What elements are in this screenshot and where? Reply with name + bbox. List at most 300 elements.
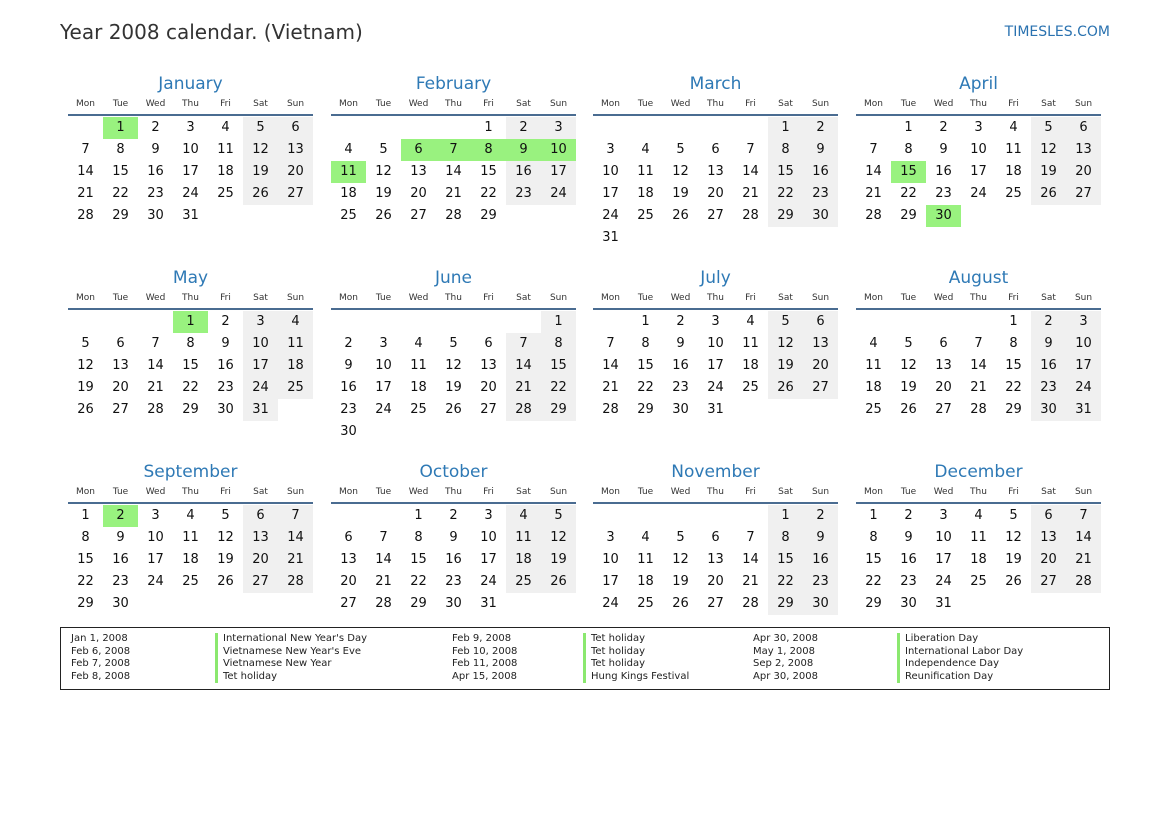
month-name: September xyxy=(143,462,238,482)
weekday-header xyxy=(331,96,576,116)
day-cell: 14 xyxy=(742,164,759,179)
weekday-label: Sat xyxy=(1041,487,1056,497)
weekday-label: Wed xyxy=(145,99,166,109)
weekday-label: Sat xyxy=(516,293,531,303)
day-cell: 24 xyxy=(602,596,619,611)
day-cell: 25 xyxy=(865,402,882,417)
days-grid xyxy=(68,311,313,421)
days-grid xyxy=(593,117,838,249)
holiday-day-cell: 2 xyxy=(103,505,138,527)
day-cell: 21 xyxy=(1066,549,1101,571)
day-cell: 4 xyxy=(186,508,195,523)
weekday-label: Fri xyxy=(483,487,494,497)
day-cell: 23 xyxy=(672,380,689,395)
holiday-day-cell: 30 xyxy=(926,205,961,227)
weekday-label: Fri xyxy=(1008,293,1019,303)
day-cell: 27 xyxy=(707,596,724,611)
day-cell: 10 xyxy=(375,358,392,373)
day-cell: 10 xyxy=(935,530,952,545)
day-cell: 30 xyxy=(147,208,164,223)
day-cell: 2 xyxy=(221,314,230,329)
holiday-day-cell: 8 xyxy=(471,139,506,161)
day-cell: 26 xyxy=(672,596,689,611)
day-cell: 23 xyxy=(803,183,838,205)
weekday-label: Thu xyxy=(970,99,987,109)
holiday-day-cell: 9 xyxy=(506,139,541,161)
day-cell: 29 xyxy=(410,596,427,611)
day-cell: 3 xyxy=(541,117,576,139)
weekday-label: Tue xyxy=(637,487,654,497)
day-cell: 18 xyxy=(182,552,199,567)
month-name: April xyxy=(959,74,998,94)
weekday-label: Mon xyxy=(339,99,358,109)
weekday-label: Tue xyxy=(637,293,654,303)
day-cell: 20 xyxy=(935,380,952,395)
day-cell: 13 xyxy=(803,333,838,355)
day-cell: 27 xyxy=(410,208,427,223)
day-cell: 15 xyxy=(480,164,497,179)
day-cell: 15 xyxy=(182,358,199,373)
day-cell: 31 xyxy=(182,208,199,223)
day-cell: 20 xyxy=(410,186,427,201)
day-cell: 26 xyxy=(1031,183,1066,205)
day-cell: 12 xyxy=(375,164,392,179)
day-cell: 27 xyxy=(480,402,497,417)
day-cell: 9 xyxy=(803,139,838,161)
weekday-label: Sun xyxy=(286,99,305,109)
weekday-label: Fri xyxy=(483,99,494,109)
day-cell: 26 xyxy=(445,402,462,417)
day-cell: 13 xyxy=(707,552,724,567)
weekday-label: Wed xyxy=(408,99,429,109)
day-cell: 28 xyxy=(375,596,392,611)
day-cell: 22 xyxy=(77,574,94,589)
holiday-day-cell: 7 xyxy=(436,139,471,161)
weekday-label: Mon xyxy=(864,99,883,109)
day-cell: 29 xyxy=(1005,402,1022,417)
day-cell: 2 xyxy=(904,508,913,523)
day-cell: 17 xyxy=(935,552,952,567)
day-cell: 27 xyxy=(112,402,129,417)
day-cell: 11 xyxy=(410,358,427,373)
day-cell: 2 xyxy=(506,117,541,139)
day-cell: 9 xyxy=(1031,333,1066,355)
day-cell: 19 xyxy=(1005,552,1022,567)
day-cell: 26 xyxy=(217,574,234,589)
weekday-header xyxy=(593,484,838,504)
day-cell: 17 xyxy=(602,186,619,201)
weekday-label: Wed xyxy=(670,99,691,109)
weekday-label: Fri xyxy=(745,293,756,303)
day-cell: 5 xyxy=(904,336,913,351)
day-cell: 20 xyxy=(112,380,129,395)
day-cell: 20 xyxy=(480,380,497,395)
day-cell: 13 xyxy=(1031,527,1066,549)
day-cell: 27 xyxy=(935,402,952,417)
day-cell: 1 xyxy=(414,508,423,523)
weekday-label: Tue xyxy=(112,487,129,497)
day-cell: 1 xyxy=(904,120,913,135)
day-cell: 17 xyxy=(375,380,392,395)
day-cell: 15 xyxy=(1005,358,1022,373)
weekday-label: Tue xyxy=(375,293,392,303)
day-cell: 11 xyxy=(217,142,234,157)
day-cell: 11 xyxy=(637,552,654,567)
day-cell: 14 xyxy=(602,358,619,373)
holiday-name: Tet holiday xyxy=(583,646,753,659)
day-cell: 28 xyxy=(742,596,759,611)
day-cell: 18 xyxy=(742,358,759,373)
day-cell: 8 xyxy=(116,142,125,157)
day-cell: 2 xyxy=(676,314,685,329)
holiday-day-cell: 1 xyxy=(173,311,208,333)
day-cell: 5 xyxy=(221,508,230,523)
day-cell: 1 xyxy=(541,311,576,333)
day-cell: 13 xyxy=(278,139,313,161)
day-cell: 2 xyxy=(1031,311,1066,333)
day-cell: 24 xyxy=(243,377,278,399)
day-cell: 18 xyxy=(506,549,541,571)
day-cell: 29 xyxy=(182,402,199,417)
weekday-label: Thu xyxy=(970,487,987,497)
day-cell: 10 xyxy=(602,164,619,179)
day-cell: 10 xyxy=(480,530,497,545)
day-cell: 6 xyxy=(344,530,353,545)
weekday-label: Sat xyxy=(778,99,793,109)
day-cell: 8 xyxy=(414,530,423,545)
day-cell: 7 xyxy=(81,142,90,157)
holiday-name: Tet holiday xyxy=(583,633,753,646)
day-cell: 28 xyxy=(742,208,759,223)
day-cell: 23 xyxy=(900,574,917,589)
day-cell: 7 xyxy=(278,505,313,527)
holiday-day-cell: 1 xyxy=(103,117,138,139)
day-cell: 3 xyxy=(379,336,388,351)
day-cell: 25 xyxy=(637,596,654,611)
weekday-label: Sun xyxy=(811,99,830,109)
holiday-name: International Labor Day xyxy=(897,646,1097,659)
weekday-label: Fri xyxy=(220,293,231,303)
day-cell: 11 xyxy=(1005,142,1022,157)
day-cell: 22 xyxy=(1005,380,1022,395)
day-cell: 1 xyxy=(81,508,90,523)
day-cell: 22 xyxy=(900,186,917,201)
day-cell: 9 xyxy=(676,336,685,351)
day-cell: 28 xyxy=(602,402,619,417)
holiday-name: Reunification Day xyxy=(897,671,1097,684)
month-name: December xyxy=(934,462,1023,482)
day-cell: 31 xyxy=(602,230,619,245)
days-grid xyxy=(856,311,1101,421)
day-cell: 18 xyxy=(637,186,654,201)
day-cell: 7 xyxy=(606,336,615,351)
day-cell: 16 xyxy=(803,161,838,183)
day-cell: 16 xyxy=(1031,355,1066,377)
month-october xyxy=(331,460,576,615)
holiday-day-cell: 15 xyxy=(891,161,926,183)
day-cell: 10 xyxy=(602,552,619,567)
day-cell: 17 xyxy=(147,552,164,567)
day-cell: 26 xyxy=(900,402,917,417)
day-cell: 1 xyxy=(1009,314,1018,329)
day-cell: 5 xyxy=(379,142,388,157)
weekday-label: Sat xyxy=(253,99,268,109)
days-grid xyxy=(331,117,576,227)
day-cell: 30 xyxy=(672,402,689,417)
day-cell: 30 xyxy=(900,596,917,611)
day-cell: 17 xyxy=(243,355,278,377)
month-august xyxy=(856,266,1101,421)
day-cell: 26 xyxy=(768,377,803,399)
holiday-date: Feb 8, 2008 xyxy=(71,670,131,682)
day-cell: 21 xyxy=(865,186,882,201)
day-cell: 19 xyxy=(541,549,576,571)
day-cell: 26 xyxy=(672,208,689,223)
day-cell: 24 xyxy=(541,183,576,205)
day-cell: 16 xyxy=(217,358,234,373)
day-cell: 18 xyxy=(340,186,357,201)
page-title: Year 2008 calendar. (Vietnam) xyxy=(60,20,363,44)
weekday-label: Sat xyxy=(516,487,531,497)
weekday-label: Sun xyxy=(811,487,830,497)
weekday-label: Tue xyxy=(112,99,129,109)
weekday-label: Mon xyxy=(601,293,620,303)
day-cell: 9 xyxy=(803,527,838,549)
day-cell: 22 xyxy=(480,186,497,201)
day-cell: 12 xyxy=(672,164,689,179)
day-cell: 19 xyxy=(375,186,392,201)
day-cell: 16 xyxy=(445,552,462,567)
day-cell: 7 xyxy=(746,142,755,157)
legend-column xyxy=(753,633,1097,683)
day-cell: 29 xyxy=(637,402,654,417)
weekday-label: Fri xyxy=(745,487,756,497)
day-cell: 8 xyxy=(768,139,803,161)
day-cell: 24 xyxy=(480,574,497,589)
day-cell: 27 xyxy=(278,183,313,205)
day-cell: 27 xyxy=(1066,183,1101,205)
day-cell: 4 xyxy=(278,311,313,333)
weekday-label: Sun xyxy=(549,487,568,497)
day-cell: 30 xyxy=(803,593,838,615)
holiday-date: Sep 2, 2008 xyxy=(753,658,814,669)
month-name: July xyxy=(700,268,731,288)
weekday-label: Thu xyxy=(445,99,462,109)
day-cell: 13 xyxy=(480,358,497,373)
weekday-label: Wed xyxy=(933,487,954,497)
day-cell: 14 xyxy=(865,164,882,179)
day-cell: 3 xyxy=(1066,311,1101,333)
month-may xyxy=(68,266,313,421)
day-cell: 27 xyxy=(803,377,838,399)
day-cell: 8 xyxy=(1009,336,1018,351)
day-cell: 17 xyxy=(541,161,576,183)
day-cell: 23 xyxy=(506,183,541,205)
weekday-label: Wed xyxy=(670,487,691,497)
day-cell: 14 xyxy=(147,358,164,373)
day-cell: 27 xyxy=(243,571,278,593)
day-cell: 11 xyxy=(506,527,541,549)
weekday-label: Tue xyxy=(900,487,917,497)
day-cell: 28 xyxy=(445,208,462,223)
day-cell: 24 xyxy=(707,380,724,395)
day-cell: 1 xyxy=(768,117,803,139)
day-cell: 26 xyxy=(243,183,278,205)
day-cell: 9 xyxy=(344,358,353,373)
day-cell: 11 xyxy=(970,530,987,545)
day-cell: 18 xyxy=(217,164,234,179)
day-cell: 4 xyxy=(506,505,541,527)
holiday-date: May 1, 2008 xyxy=(753,645,816,657)
day-cell: 12 xyxy=(445,358,462,373)
month-july xyxy=(593,266,838,421)
day-cell: 20 xyxy=(707,186,724,201)
day-cell: 23 xyxy=(217,380,234,395)
day-cell: 25 xyxy=(506,571,541,593)
day-cell: 14 xyxy=(506,355,541,377)
day-cell: 13 xyxy=(410,164,427,179)
day-cell: 25 xyxy=(340,208,357,223)
day-cell: 8 xyxy=(541,333,576,355)
day-cell: 15 xyxy=(768,549,803,571)
day-cell: 26 xyxy=(1005,574,1022,589)
day-cell: 29 xyxy=(77,596,94,611)
holiday-name: Independence Day xyxy=(897,658,1097,671)
day-cell: 23 xyxy=(1031,377,1066,399)
weekday-label: Mon xyxy=(339,487,358,497)
weekday-label: Wed xyxy=(145,293,166,303)
weekday-header xyxy=(856,484,1101,504)
day-cell: 26 xyxy=(77,402,94,417)
day-cell: 7 xyxy=(379,530,388,545)
day-cell: 14 xyxy=(375,552,392,567)
day-cell: 23 xyxy=(147,186,164,201)
day-cell: 29 xyxy=(768,205,803,227)
month-december xyxy=(856,460,1101,615)
month-name: November xyxy=(671,462,760,482)
day-cell: 24 xyxy=(182,186,199,201)
days-grid xyxy=(593,505,838,615)
day-cell: 21 xyxy=(445,186,462,201)
day-cell: 4 xyxy=(641,142,650,157)
day-cell: 14 xyxy=(1066,527,1101,549)
day-cell: 20 xyxy=(1066,161,1101,183)
weekday-label: Wed xyxy=(933,99,954,109)
day-cell: 22 xyxy=(182,380,199,395)
day-cell: 5 xyxy=(449,336,458,351)
day-cell: 12 xyxy=(1005,530,1022,545)
weekday-label: Sat xyxy=(778,487,793,497)
day-cell: 25 xyxy=(1005,186,1022,201)
weekday-label: Sun xyxy=(1074,487,1093,497)
day-cell: 21 xyxy=(506,377,541,399)
day-cell: 15 xyxy=(112,164,129,179)
day-cell: 18 xyxy=(970,552,987,567)
days-grid xyxy=(331,311,576,443)
weekday-label: Thu xyxy=(970,293,987,303)
day-cell: 7 xyxy=(974,336,983,351)
day-cell: 19 xyxy=(672,574,689,589)
weekday-label: Thu xyxy=(445,293,462,303)
day-cell: 25 xyxy=(217,186,234,201)
day-cell: 9 xyxy=(939,142,948,157)
day-cell: 3 xyxy=(974,120,983,135)
day-cell: 1 xyxy=(768,505,803,527)
day-cell: 19 xyxy=(243,161,278,183)
month-june xyxy=(331,266,576,443)
day-cell: 12 xyxy=(768,333,803,355)
weekday-label: Thu xyxy=(182,487,199,497)
day-cell: 20 xyxy=(1031,549,1066,571)
days-grid xyxy=(68,505,313,615)
day-cell: 5 xyxy=(1009,508,1018,523)
day-cell: 10 xyxy=(147,530,164,545)
day-cell: 18 xyxy=(278,355,313,377)
day-cell: 28 xyxy=(506,399,541,421)
month-name: June xyxy=(434,268,473,288)
holiday-day-cell: 11 xyxy=(331,161,366,183)
day-cell: 30 xyxy=(445,596,462,611)
weekday-label: Sun xyxy=(1074,293,1093,303)
day-cell: 23 xyxy=(803,571,838,593)
day-cell: 7 xyxy=(1066,505,1101,527)
weekday-label: Tue xyxy=(112,293,129,303)
day-cell: 2 xyxy=(344,336,353,351)
day-cell: 15 xyxy=(410,552,427,567)
day-cell: 21 xyxy=(375,574,392,589)
site-link[interactable]: TIMESLES.COM xyxy=(1004,24,1110,40)
day-cell: 10 xyxy=(182,142,199,157)
day-cell: 22 xyxy=(410,574,427,589)
weekday-label: Sat xyxy=(253,487,268,497)
day-cell: 25 xyxy=(182,574,199,589)
month-name: May xyxy=(172,268,209,288)
weekday-label: Sun xyxy=(549,99,568,109)
day-cell: 21 xyxy=(742,574,759,589)
day-cell: 29 xyxy=(865,596,882,611)
day-cell: 28 xyxy=(865,208,882,223)
day-cell: 14 xyxy=(970,358,987,373)
day-cell: 4 xyxy=(746,314,755,329)
day-cell: 12 xyxy=(243,139,278,161)
days-grid xyxy=(593,311,838,421)
day-cell: 3 xyxy=(939,508,948,523)
weekday-label: Thu xyxy=(707,99,724,109)
day-cell: 27 xyxy=(707,208,724,223)
day-cell: 28 xyxy=(1066,571,1101,593)
day-cell: 8 xyxy=(768,527,803,549)
day-cell: 9 xyxy=(221,336,230,351)
day-cell: 31 xyxy=(480,596,497,611)
day-cell: 13 xyxy=(1066,139,1101,161)
weekday-label: Mon xyxy=(339,293,358,303)
day-cell: 6 xyxy=(278,117,313,139)
holiday-date: Feb 6, 2008 xyxy=(71,645,131,657)
day-cell: 29 xyxy=(541,399,576,421)
day-cell: 30 xyxy=(217,402,234,417)
day-cell: 2 xyxy=(939,120,948,135)
day-cell: 8 xyxy=(641,336,650,351)
day-cell: 2 xyxy=(803,117,838,139)
day-cell: 14 xyxy=(742,552,759,567)
holiday-name: Vietnamese New Year xyxy=(215,658,445,671)
weekday-label: Fri xyxy=(220,99,231,109)
day-cell: 22 xyxy=(112,186,129,201)
day-cell: 29 xyxy=(900,208,917,223)
day-cell: 12 xyxy=(900,358,917,373)
weekday-label: Wed xyxy=(670,293,691,303)
day-cell: 19 xyxy=(77,380,94,395)
